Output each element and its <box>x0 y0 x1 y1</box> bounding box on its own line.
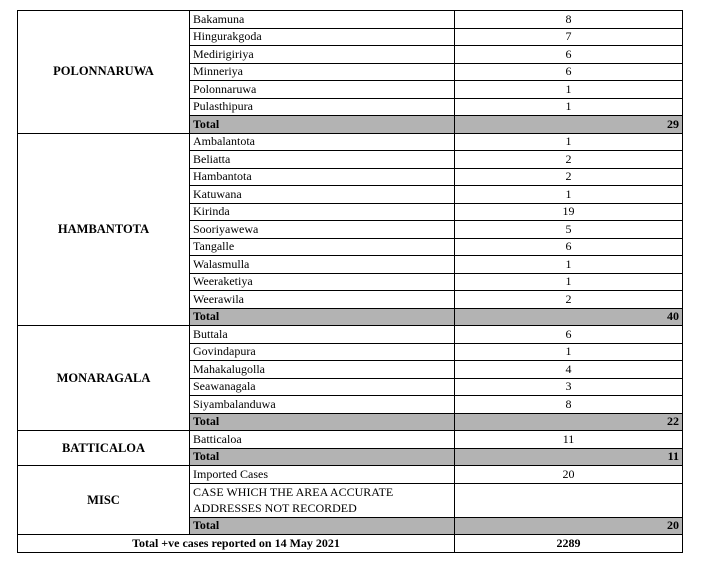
area-name: Polonnaruwa <box>190 81 455 99</box>
area-name: Pulasthipura <box>190 98 455 116</box>
area-name: Hingurakgoda <box>190 28 455 46</box>
total-label: Total <box>190 517 455 535</box>
total-label: Total <box>190 116 455 134</box>
case-count: 2 <box>455 151 683 169</box>
table-row <box>18 326 683 344</box>
area-name: Ambalantota <box>190 133 455 151</box>
total-label: Total <box>190 413 455 431</box>
case-count: 1 <box>455 133 683 151</box>
area-name: Tangalle <box>190 238 455 256</box>
total-value: 11 <box>455 448 683 466</box>
total-value: 20 <box>455 517 683 535</box>
case-count: 8 <box>455 396 683 414</box>
total-label: Total <box>190 308 455 326</box>
case-count: 1 <box>455 98 683 116</box>
area-name: CASE WHICH THE AREA ACCURATE ADDRESSES NOT RECORDED <box>190 483 455 517</box>
area-name: Hambantota <box>190 168 455 186</box>
case-count: 3 <box>455 378 683 396</box>
table-row <box>18 431 683 449</box>
case-count: 2 <box>455 291 683 309</box>
area-name: Mahakalugolla <box>190 361 455 379</box>
table-row <box>18 466 683 484</box>
case-count: 4 <box>455 361 683 379</box>
case-count: 1 <box>455 273 683 291</box>
area-name: Siyambalanduwa <box>190 396 455 414</box>
area-name: Weerawila <box>190 291 455 309</box>
total-value: 40 <box>455 308 683 326</box>
case-count: 20 <box>455 466 683 484</box>
district-name: MONARAGALA <box>18 326 190 431</box>
area-name: Govindapura <box>190 343 455 361</box>
case-count: 8 <box>455 11 683 29</box>
case-count <box>455 483 683 517</box>
case-count: 6 <box>455 326 683 344</box>
area-name: Batticaloa <box>190 431 455 449</box>
case-count: 6 <box>455 63 683 81</box>
area-name: Buttala <box>190 326 455 344</box>
table-body <box>18 11 683 553</box>
total-label: Total <box>190 448 455 466</box>
area-name: Medirigiriya <box>190 46 455 64</box>
district-name: MISC <box>18 466 190 535</box>
case-report-sheet <box>17 10 683 553</box>
case-count: 5 <box>455 221 683 239</box>
total-value: 22 <box>455 413 683 431</box>
case-count: 7 <box>455 28 683 46</box>
case-count: 1 <box>455 343 683 361</box>
area-name: Sooriyawewa <box>190 221 455 239</box>
case-count: 6 <box>455 238 683 256</box>
table-row <box>18 11 683 29</box>
district-cases-table <box>17 10 683 553</box>
area-name: Beliatta <box>190 151 455 169</box>
area-name: Imported Cases <box>190 466 455 484</box>
grand-total-value: 2289 <box>455 535 683 553</box>
district-name: POLONNARUWA <box>18 11 190 134</box>
area-name: Bakamuna <box>190 11 455 29</box>
area-name: Walasmulla <box>190 256 455 274</box>
grand-total-row <box>18 535 683 553</box>
case-count: 1 <box>455 256 683 274</box>
total-value: 29 <box>455 116 683 134</box>
area-name: Katuwana <box>190 186 455 204</box>
case-count: 11 <box>455 431 683 449</box>
grand-total-label: Total +ve cases reported on 14 May 2021 <box>18 535 455 553</box>
area-name: Minneriya <box>190 63 455 81</box>
case-count: 2 <box>455 168 683 186</box>
district-name: BATTICALOA <box>18 431 190 466</box>
area-name: Weeraketiya <box>190 273 455 291</box>
table-row <box>18 133 683 151</box>
area-name: Kirinda <box>190 203 455 221</box>
case-count: 1 <box>455 81 683 99</box>
area-name: Seawanagala <box>190 378 455 396</box>
case-count: 19 <box>455 203 683 221</box>
case-count: 6 <box>455 46 683 64</box>
district-name: HAMBANTOTA <box>18 133 190 326</box>
case-count: 1 <box>455 186 683 204</box>
